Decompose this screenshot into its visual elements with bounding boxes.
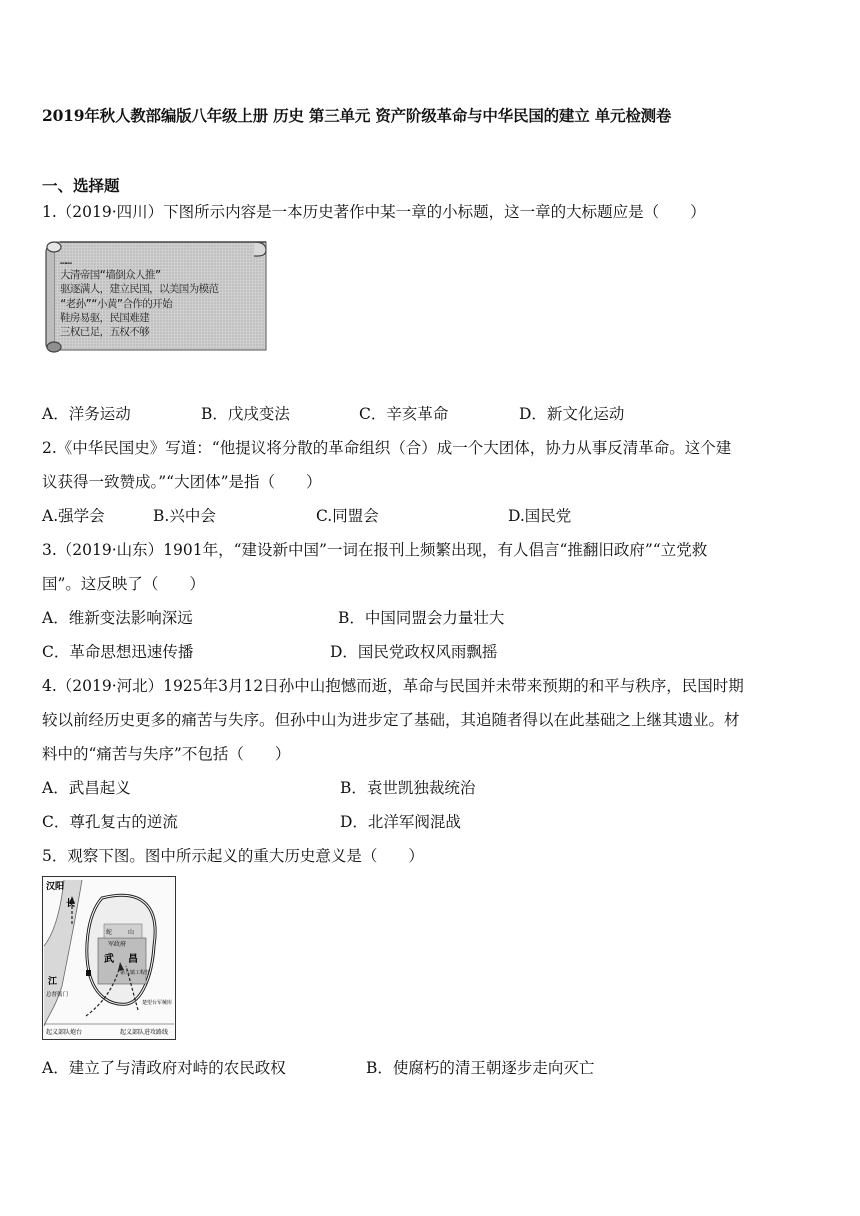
- q1-option-a[interactable]: A．洋务运动: [42, 405, 131, 423]
- q4-stem-line3: 料中的“痛苦与失序”不包括（ ）: [42, 745, 291, 763]
- q4-stem-line1: 4.（2019·河北）1925年3月12日孙中山抱憾而逝，革命与民国并未带来预期的和平与秩序，民国时期: [42, 677, 744, 695]
- scroll-line: ……: [60, 255, 72, 267]
- q2-option-c[interactable]: C.同盟会: [316, 507, 379, 525]
- map-label-chuwang: 楚望台军械库: [142, 1000, 173, 1006]
- q1-stem: 1.（2019·四川）下图所示内容是一本历史著作中某一章的小标题，这一章的大标题应是（ ）: [42, 203, 706, 221]
- map-label-gongchengying: 第八镇工程营: [120, 970, 151, 976]
- map-label-chang2: 昌: [128, 954, 138, 965]
- q3-option-c[interactable]: C．革命思想迅速传播: [42, 643, 194, 661]
- q3-option-d[interactable]: D．国民党政权风雨飘摇: [330, 643, 498, 661]
- q4-option-c[interactable]: C．尊孔复古的逆流: [42, 813, 178, 831]
- q1-option-d[interactable]: D．新文化运动: [519, 405, 625, 423]
- map-label-zongdu: 总督衙门: [46, 992, 69, 998]
- map-label-she: 蛇: [106, 930, 113, 936]
- q1-option-c[interactable]: C．辛亥革命: [359, 405, 449, 423]
- scroll-line: “老孙”“小黄”合作的开始: [60, 297, 172, 310]
- section-heading: 一、选择题: [42, 176, 120, 195]
- q3-stem-line1: 3.（2019·山东）1901年，“建设新中国”一词在报刊上频繁出现，有人倡言“推翻旧政府”“立党救: [42, 541, 708, 559]
- wuchang-uprising-map: [42, 876, 176, 1040]
- map-label-shan: 山: [128, 930, 135, 936]
- map-label-wu: 武: [104, 954, 114, 965]
- q1-option-b[interactable]: B．戊戌变法: [201, 405, 290, 423]
- q2-stem-line1: 2.《中华民国史》写道：“他提议将分散的革命组织（合）成一个大团体，协力从事反清革命。这个建: [42, 439, 732, 457]
- q3-option-b[interactable]: B．中国同盟会力量壮大: [338, 609, 505, 627]
- q4-option-b[interactable]: B．袁世凯独裁统治: [340, 779, 476, 797]
- map-label-hanyang: 汉阳: [46, 881, 65, 891]
- q2-option-d[interactable]: D.国民党: [508, 507, 572, 525]
- q2-option-a[interactable]: A.强学会: [42, 507, 105, 525]
- q4-option-d[interactable]: D．北洋军阀混战: [340, 813, 461, 831]
- scroll-line: 三权已足，五权不够: [60, 326, 150, 339]
- q3-option-a[interactable]: A．维新变法影响深远: [42, 609, 193, 627]
- scroll-text: [60, 254, 265, 339]
- q2-option-b[interactable]: B.兴中会: [153, 507, 216, 525]
- q5-option-a[interactable]: A．建立了与清政府对峙的农民政权: [42, 1059, 286, 1077]
- q4-stem-line2: 较以前经历史更多的痛苦与失序。但孙中山为进步定了基础，其追随者得以在此基础之上继其遗业。材: [42, 711, 740, 729]
- map-legend-2: 起义部队进攻路线: [120, 1030, 169, 1036]
- q4-option-a[interactable]: A．武昌起义: [42, 779, 131, 797]
- map-label-junzhengfu: 军政府: [108, 942, 127, 948]
- map-legend-1: 起义部队炮台: [46, 1030, 83, 1036]
- scroll-line: 驱逐满人，建立民国，以美国为模范: [60, 283, 219, 296]
- scroll-line: 大清帝国“墙倒众人推”: [60, 269, 161, 282]
- q5-option-b[interactable]: B．使腐朽的清王朝逐步走向灭亡: [366, 1059, 595, 1077]
- q5-stem: 5．观察下图。图中所示起义的重大历史意义是（ ）: [42, 847, 424, 865]
- scroll-line: 鞋房易驱，民国难建: [60, 311, 150, 324]
- document-title: 2019年秋人教部编版八年级上册 历史 第三单元 资产阶级革命与中华民国的建立 单元检测卷: [42, 106, 672, 125]
- q2-stem-line2: 议获得一致赞成。”“大团体”是指（ ）: [42, 473, 322, 491]
- map-label-river: 江: [48, 976, 58, 986]
- map-label-chang: 长: [66, 898, 76, 908]
- q3-stem-line2: 国”。这反映了（ ）: [42, 575, 205, 593]
